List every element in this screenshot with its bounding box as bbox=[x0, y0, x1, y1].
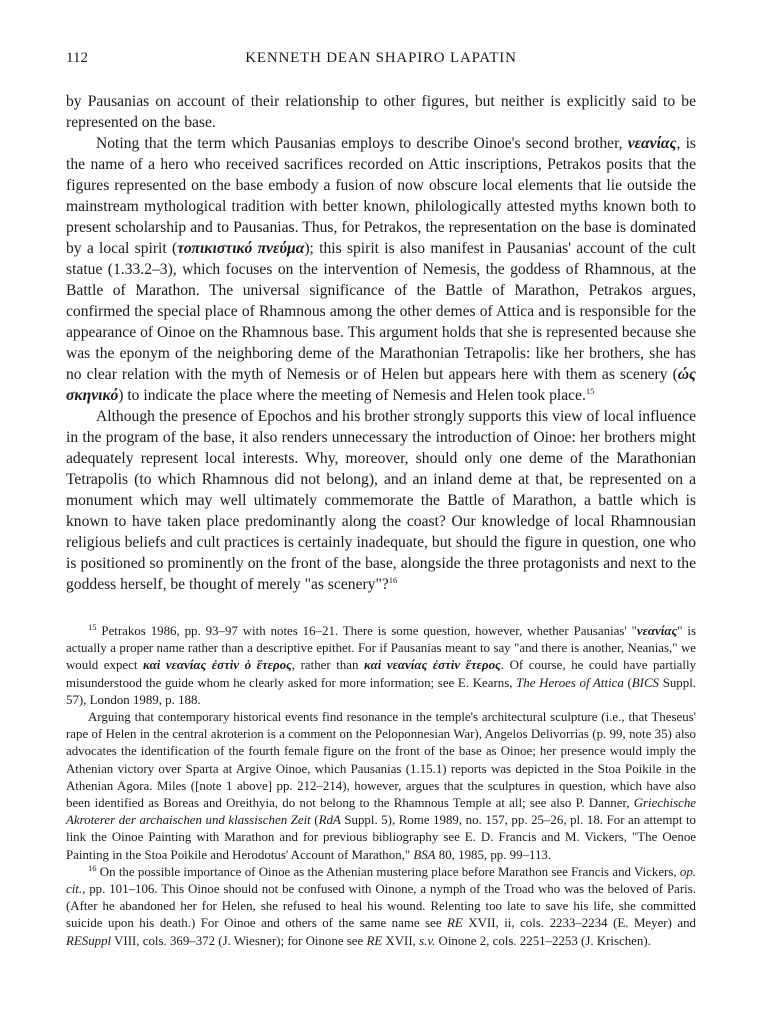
footnotes bbox=[66, 623, 696, 950]
document-page bbox=[66, 50, 696, 950]
greek-term: νεανίας bbox=[636, 624, 678, 638]
book-title: Griechische Akroterer der archaischen und klassischen Zeit bbox=[66, 796, 696, 828]
footnote-15: $^{15}$ Petrakos 1986, pp. 93–97 with notes 16–21. There is some question, however, whether Pausanias' "νεανίας" is actually a proper name rather than a descriptive epithet. For if Pausanias meant to say "and there is another, Neanias," we would expect καὶ νεανίας ἐστὶν ὁ ἕτερος, rather than καὶ νεανίας ἐστὶν ἕτερος. Of course, he could have partially misunderstood the guide whom he clearly asked for more information; see E. Kearns, The Heroes of Attica (BICS Suppl. 57), London 1989, p. 188. bbox=[66, 622, 697, 707]
running-head: KENNETH DEAN SHAPIRO LAPATIN bbox=[245, 50, 517, 66]
footnote-number: 15 bbox=[88, 622, 97, 632]
greek-term: ώς σκηνικό bbox=[66, 366, 696, 404]
footnote-16: $^{16}$ On the possible importance of Oinoe as the Athenian mustering place before Marathon see Francis and Vickers, op. cit., pp. 101–106. This Oinoe should not be confused with Oinone, a nymph of the Troad who was the beloved of Paris. (After he abandoned her for Helen, she refused to heal his wound. Relenting too late to save his life, she committed suicide upon his death.) For Oinoe and others of the same name see RE XVII, ii, cols. 2233–2234 (E. Meyer) and RESuppl VIII, cols. 369–372 (J. Wiesner); for Oinone see RE XVII, s.v. Oinone 2, cols. 2251–2253 (J. Krischen). bbox=[66, 862, 696, 948]
footnote-ref-16[interactable]: 16 bbox=[388, 575, 398, 585]
page-header bbox=[66, 50, 696, 72]
series-title: BICS bbox=[631, 675, 660, 690]
footnote-number: 16 bbox=[88, 862, 97, 873]
book-title: The Heroes of Attica bbox=[516, 675, 624, 690]
journal-title: BSA bbox=[413, 847, 436, 862]
greek-term: τοπικιστικό πνεύμα bbox=[177, 240, 305, 257]
paragraph-1: by Pausanias on account of their relationship to other figures, but neither is explicitly said to be represented on the base. bbox=[66, 93, 696, 131]
paragraph-3: Although the presence of Epochos and his brother strongly supports this view of local influence in the program of the base, it also renders unnecessary the introduction of Oinoe: her brothers might adequately represent local interests. Why, moreover, should only one deme of the Marathonian Tetrapolis (to which Rhamnous did not belong), and an inland deme at that, be represented on a monument which may well ultimately commemorate the Battle of Marathon, a battle which is known to have taken place predominantly along the coast? Our knowledge of local Rhamnousian religious beliefs and cult practices is certainly inadequate, but should the figure in question, one who is positioned so prominently on the front of the base, alongside the three protagonists and next to the goddess herself, be thought of merely "as scenery"?$^{16}$ bbox=[66, 408, 696, 593]
series-title: RE bbox=[447, 916, 463, 931]
series-title: RESuppl bbox=[66, 933, 112, 948]
greek-term: νεανίας bbox=[627, 135, 677, 152]
footnote-15-continued: Arguing that contemporary historical events find resonance in the temple's architectural sculpture (i.e., that Theseus' rape of Helen in the central akroterion is a comment on the Peloponnesian War), Angelos Delivorrias (p. 99, note 35) also advocates the identification of the fourth female figure on the front of the base as Oinoe; her presence would imply the Athenian victory over Sparta at Argive Oinoe, which Pausanias (1.15.1) reports was depicted in the Stoa Poikile in the Athenian Agora. Miles ([note 1 above] pp. 212–214), however, argues that the sculptures in question, which have also been identified as Boreas and Oreithyia, do not belong to the Rhamnous Temple at all; see also P. Danner, Griechische Akroterer der archaischen und klassischen Zeit (RdA Suppl. 5), Rome 1989, no. 157, pp. 25–26, pl. 18. For an attempt to link the Oinoe Painting with Marathon and for previous bibliography see E. D. Francis and M. Vickers, "The Oenoe Painting in the Stoa Poikile and Herodotus' Account of Marathon," BSA 80, 1985, pp. 99–113. bbox=[66, 710, 697, 862]
citation-abbrev: s.v. bbox=[419, 933, 436, 948]
paragraph-2: Noting that the term which Pausanias employs to describe Oinoe's second brother, νεανίας, is the name of a hero who received sacrifices recorded on Attic inscriptions, Petrakos posits that the figures represented on the base embody a fusion of now obscure local elements that lie outside the mainstream mythological tradition with better known, philologically attested myths known both to present scholarship and to Pausanias. Thus, for Petrakos, the representation on the base is dominated by a local spirit (τοπικιστικό πνεύμα); this spirit is also manifest in Pausanias' account of the cult statue (1.33.2–3), which focuses on the intervention of Nemesis, the goddess of Rhamnous, at the Battle of Marathon. The universal significance of the Battle of Marathon, Petrakos argues, confirmed the special place of Rhamnous among the other demes of Attica and is responsible for the appearance of Oinoe on the Rhamnous base. This argument holds that she is represented because she was the eponym of the neighboring deme of the Marathonian Tetrapolis: like her brothers, she has no clear relation with the myth of Nemesis or of Helen but appears here with them as scenery (ώς σκηνικό) to indicate the place where the meeting of Nemesis and Helen took place.$^{15}$ bbox=[66, 135, 697, 404]
greek-term: καὶ νεανίας ἐστὶν ἕτερος bbox=[364, 658, 501, 673]
footnote-ref-15[interactable]: 15 bbox=[585, 386, 595, 396]
page-number: 112 bbox=[66, 50, 88, 66]
citation-abbrev: op. cit. bbox=[66, 864, 696, 897]
series-title: RdA bbox=[318, 813, 341, 828]
greek-term: καὶ νεανίας ἐστὶν ὁ ἕτερος bbox=[143, 658, 292, 673]
series-title: RE bbox=[366, 933, 383, 948]
body-text bbox=[66, 91, 696, 595]
